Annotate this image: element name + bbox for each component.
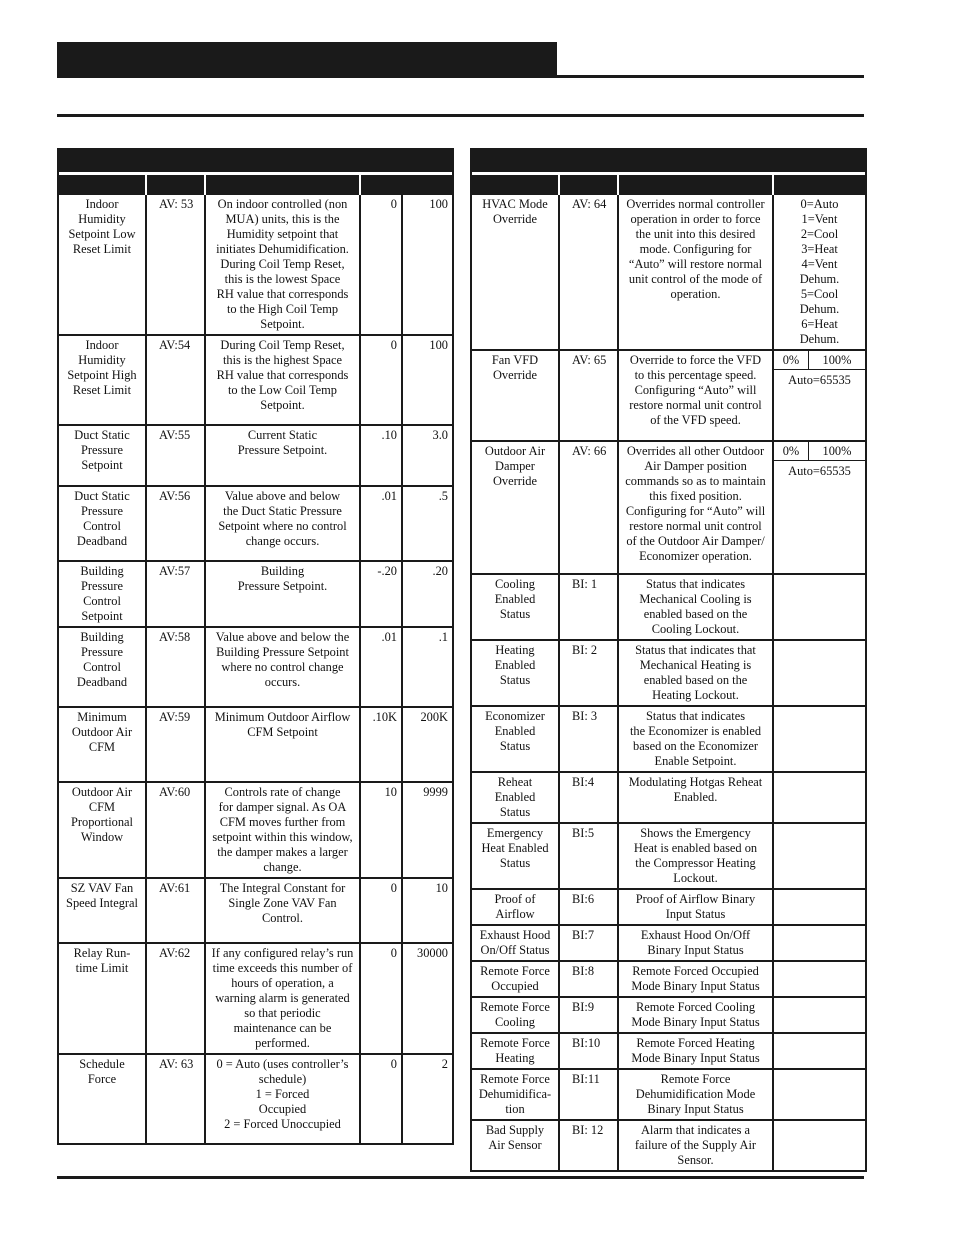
range-max: 100 — [429, 338, 448, 352]
range-cell — [774, 442, 865, 573]
point-name: Schedule Force — [59, 1055, 147, 1143]
range-max: .1 — [438, 630, 448, 644]
object-id: AV: 65 — [560, 351, 619, 440]
point-description: Overrides normal controller operation in order to force the unit into this desired mode. Configuring for “Auto” will restore normal unit control of the mode of operation. — [619, 195, 774, 349]
range-auto: Auto=65535 — [788, 464, 851, 478]
object-id: BI:5 — [560, 824, 619, 888]
table-row — [472, 926, 865, 962]
header-rule-lower — [57, 114, 864, 117]
point-description: Status that indicates that Mechanical Heating is enabled based on the Heating Lockout. — [619, 641, 774, 705]
point-description: If any configured relay’s run time exceeds this number of hours of operation, a warning alarm is generated so that periodic maintenance can be performed. — [206, 944, 361, 1053]
point-name: Remote Force Occupied — [472, 962, 560, 996]
point-name: Minimum Outdoor Air CFM — [59, 708, 147, 781]
range-max: 30000 — [417, 946, 448, 960]
object-id: BI:4 — [560, 773, 619, 822]
point-description: Value above and below the Building Pressure Setpoint where no control change occurs. — [206, 628, 361, 706]
point-description: 0 = Auto (uses controller’s schedule) 1 = Forced Occupied 2 = Forced Unoccupied — [206, 1055, 361, 1143]
point-name: Emergency Heat Enabled Status — [472, 824, 560, 888]
point-description: Modulating Hotgas Reheat Enabled. — [619, 773, 774, 822]
range-cell — [774, 962, 865, 996]
range-min: 0% — [774, 351, 809, 369]
object-id: AV: 63 — [147, 1055, 206, 1143]
table-row — [59, 562, 452, 628]
range-min: 0 — [361, 336, 403, 424]
point-name: Heating Enabled Status — [472, 641, 560, 705]
point-name: Reheat Enabled Status — [472, 773, 560, 822]
table-row — [59, 195, 452, 336]
range-min: 0 — [361, 879, 403, 942]
table-row — [472, 442, 865, 575]
point-name: Exhaust Hood On/Off Status — [472, 926, 560, 960]
point-description: Remote Force Dehumidification Mode Binary Input Status — [619, 1070, 774, 1119]
table-row — [59, 628, 452, 708]
range-cell — [774, 641, 865, 705]
table-column-header — [59, 175, 452, 195]
point-name: Outdoor Air Damper Override — [472, 442, 560, 573]
range-min: 0 — [361, 1055, 403, 1143]
table-row — [472, 1034, 865, 1070]
table-row — [472, 890, 865, 926]
range-max: 100 — [429, 197, 448, 211]
point-description: Building Pressure Setpoint. — [206, 562, 361, 626]
point-description: Remote Forced Heating Mode Binary Input Status — [619, 1034, 774, 1068]
point-description: Current Static Pressure Setpoint. — [206, 426, 361, 485]
range-cell: 0=Auto 1=Vent 2=Cool 3=Heat 4=Vent Dehum. 5=Cool Dehum. 6=Heat Dehum. — [799, 197, 840, 346]
point-name: Remote Force Dehumidifica- tion — [472, 1070, 560, 1119]
header-rule — [57, 75, 864, 78]
table-row — [472, 707, 865, 773]
range-min: .01 — [361, 487, 403, 560]
point-name: Fan VFD Override — [472, 351, 560, 440]
point-description: Status that indicates Mechanical Cooling is enabled based on the Cooling Lockout. — [619, 575, 774, 639]
table-row — [472, 1070, 865, 1121]
object-id: AV:58 — [147, 628, 206, 706]
range-cell — [774, 1034, 865, 1068]
range-cell — [774, 890, 865, 924]
table-row — [472, 962, 865, 998]
object-id: AV: 53 — [147, 195, 206, 334]
right-points-table — [470, 148, 867, 1172]
range-min: 10 — [361, 783, 403, 877]
point-description: On indoor controlled (non MUA) units, this is the Humidity setpoint that initiates Dehumidification. During Coil Temp Reset, this is the lowest Space RH value that corresponds to the High Coil Temp Setpoint. — [206, 195, 361, 334]
range-max: 3.0 — [432, 428, 448, 442]
point-name: Building Pressure Control Setpoint — [59, 562, 147, 626]
point-description: Minimum Outdoor Airflow CFM Setpoint — [206, 708, 361, 781]
range-min: .10K — [361, 708, 403, 781]
object-id: AV:62 — [147, 944, 206, 1053]
table-row — [472, 824, 865, 890]
range-cell — [774, 575, 865, 639]
point-name: Duct Static Pressure Control Deadband — [59, 487, 147, 560]
range-cell — [774, 824, 865, 888]
point-name: Remote Force Heating — [472, 1034, 560, 1068]
object-id: BI: 2 — [560, 641, 619, 705]
table-row — [472, 195, 865, 351]
range-cell — [774, 926, 865, 960]
object-id: AV: 64 — [560, 195, 619, 349]
object-id: AV:56 — [147, 487, 206, 560]
range-min: .01 — [361, 628, 403, 706]
point-description: Status that indicates the Economizer is enabled based on the Economizer Enable Setpoint. — [619, 707, 774, 771]
point-name: Indoor Humidity Setpoint High Reset Limit — [59, 336, 147, 424]
object-id: BI:9 — [560, 998, 619, 1032]
point-name: Proof of Airflow — [472, 890, 560, 924]
table-row — [472, 773, 865, 824]
range-cell — [774, 1121, 865, 1170]
point-name: Building Pressure Control Deadband — [59, 628, 147, 706]
object-id: AV:59 — [147, 708, 206, 781]
point-description: Overrides all other Outdoor Air Damper position commands so as to maintain this fixed position. Configuring for “Auto” will restore normal unit control of the Outdoor Air Damper/ Economizer operation. — [619, 442, 774, 573]
table-row — [59, 487, 452, 562]
point-description: Remote Forced Cooling Mode Binary Input Status — [619, 998, 774, 1032]
object-id: BI:8 — [560, 962, 619, 996]
range-max: 100% — [822, 353, 852, 367]
point-description: Alarm that indicates a failure of the Supply Air Sensor. — [619, 1121, 774, 1170]
point-description: During Coil Temp Reset, this is the highest Space RH value that corresponds to the Low Coil Temp Setpoint. — [206, 336, 361, 424]
object-id: BI:7 — [560, 926, 619, 960]
table-row — [59, 426, 452, 487]
point-name: Remote Force Cooling — [472, 998, 560, 1032]
table-title-bar — [59, 148, 452, 172]
range-max: 10 — [435, 881, 448, 895]
table-row — [472, 575, 865, 641]
point-description: Exhaust Hood On/Off Binary Input Status — [619, 926, 774, 960]
table-row — [59, 879, 452, 944]
object-id: AV:61 — [147, 879, 206, 942]
range-auto: Auto=65535 — [788, 373, 851, 387]
range-cell — [774, 351, 865, 440]
object-id: BI: 3 — [560, 707, 619, 771]
range-max: 200K — [420, 710, 448, 724]
point-description: Proof of Airflow Binary Input Status — [619, 890, 774, 924]
range-max: .5 — [438, 489, 448, 503]
table-row — [472, 1121, 865, 1172]
range-min: 0 — [361, 944, 403, 1053]
point-name: HVAC Mode Override — [472, 195, 560, 349]
object-id: AV:55 — [147, 426, 206, 485]
point-name: Cooling Enabled Status — [472, 575, 560, 639]
object-id: AV:54 — [147, 336, 206, 424]
object-id: AV: 66 — [560, 442, 619, 573]
point-name: Indoor Humidity Setpoint Low Reset Limit — [59, 195, 147, 334]
range-max: .20 — [432, 564, 448, 578]
footer-rule — [57, 1176, 864, 1179]
object-id: BI:6 — [560, 890, 619, 924]
range-min: -.20 — [361, 562, 403, 626]
object-id: BI:10 — [560, 1034, 619, 1068]
table-row — [472, 351, 865, 442]
range-cell — [774, 1070, 865, 1119]
point-description: Value above and below the Duct Static Pressure Setpoint where no control change occurs. — [206, 487, 361, 560]
range-cell — [774, 998, 865, 1032]
object-id: AV:60 — [147, 783, 206, 877]
table-column-header — [472, 175, 865, 195]
range-min: 0 — [361, 195, 403, 334]
point-description: The Integral Constant for Single Zone VAV Fan Control. — [206, 879, 361, 942]
range-max: 9999 — [423, 785, 448, 799]
object-id: BI:11 — [560, 1070, 619, 1119]
range-min: .10 — [361, 426, 403, 485]
point-name: Outdoor Air CFM Proportional Window — [59, 783, 147, 877]
table-row — [59, 1055, 452, 1145]
table-row — [472, 998, 865, 1034]
point-name: Bad Supply Air Sensor — [472, 1121, 560, 1170]
object-id: AV:57 — [147, 562, 206, 626]
table-row — [59, 944, 452, 1055]
page-header-bar — [57, 42, 557, 76]
point-description: Override to force the VFD to this percentage speed. Configuring “Auto” will restore normal unit control of the VFD speed. — [619, 351, 774, 440]
table-row — [472, 641, 865, 707]
table-title-bar — [472, 148, 865, 172]
point-name: Duct Static Pressure Setpoint — [59, 426, 147, 485]
point-name: Economizer Enabled Status — [472, 707, 560, 771]
object-id: BI: 12 — [560, 1121, 619, 1170]
range-min: 0% — [774, 442, 809, 460]
range-max: 100% — [822, 444, 852, 458]
point-name: SZ VAV Fan Speed Integral — [59, 879, 147, 942]
point-name: Relay Run- time Limit — [59, 944, 147, 1053]
point-description: Controls rate of change for damper signal. As OA CFM moves further from setpoint within this window, the damper makes a larger change. — [206, 783, 361, 877]
object-id: BI: 1 — [560, 575, 619, 639]
point-description: Shows the Emergency Heat is enabled based on the Compressor Heating Lockout. — [619, 824, 774, 888]
range-cell — [774, 707, 865, 771]
table-row — [59, 336, 452, 426]
left-points-table — [57, 148, 454, 1145]
table-row — [59, 708, 452, 783]
point-description: Remote Forced Occupied Mode Binary Input Status — [619, 962, 774, 996]
range-cell — [774, 773, 865, 822]
range-max: 2 — [441, 1057, 448, 1071]
table-row — [59, 783, 452, 879]
